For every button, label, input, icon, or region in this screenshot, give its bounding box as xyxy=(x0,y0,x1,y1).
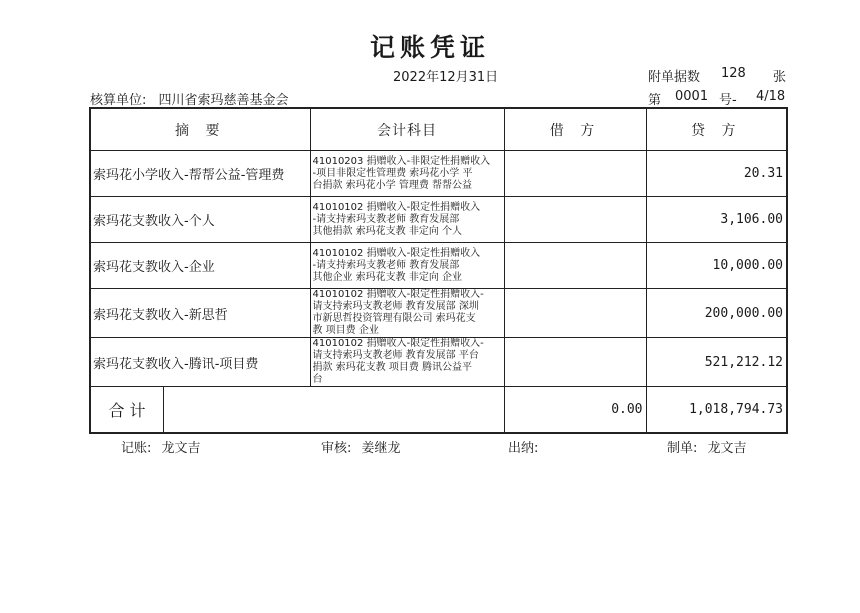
total-label-cell xyxy=(90,387,504,434)
row-account xyxy=(310,338,504,387)
row-account-line: -项目非限定性管理费 索玛花小学 平 xyxy=(312,167,473,179)
row-summary: 索玛花支教收入-新思哲 xyxy=(90,289,310,338)
voucher-page: 4/18 xyxy=(756,89,786,104)
row-account xyxy=(310,243,504,289)
row-account-line: 41010102 捐赠收入-限定性捐赠收入 xyxy=(312,201,481,213)
row-account-line: 捐款 索玛花支教 项目费 腾讯公益平 xyxy=(312,362,473,373)
table-row xyxy=(90,243,787,289)
total-debit: 0.00 xyxy=(504,387,646,434)
row-account-line: -请支持索玛支教老师 教育发展部 xyxy=(312,213,460,225)
preparer-signature xyxy=(667,437,747,456)
row-account-line: 41010102 捐赠收入-限定性捐赠收入- xyxy=(312,289,484,300)
row-account-line: 41010102 捐赠收入-限定性捐赠收入- xyxy=(312,338,484,349)
row-credit: 521,212.12 xyxy=(646,338,787,387)
voucher-title: 记账凭证 xyxy=(369,33,490,62)
row-account-line: 请支持索玛支教老师 教育发展部 深圳 xyxy=(312,301,479,312)
row-account-line: 其他企业 索玛花支教 非定向 企业 xyxy=(312,271,463,283)
cashier-signature xyxy=(508,437,544,456)
table-row xyxy=(90,151,787,197)
reviewer-label: 审核: xyxy=(321,441,352,456)
attachments-count: 128 xyxy=(721,66,746,81)
row-credit: 3,106.00 xyxy=(646,197,787,243)
bookkeeper-signature xyxy=(121,437,201,456)
row-account-line: 教 项目费 企业 xyxy=(312,325,379,336)
row-account-line: -请支持索玛支教老师 教育发展部 xyxy=(312,259,460,271)
row-account-line: 台 xyxy=(312,374,323,385)
row-account xyxy=(310,151,504,197)
row-summary: 索玛花支教收入-腾讯-项目费 xyxy=(90,338,310,387)
row-account-line: 其他捐款 索玛花支教 非定向 个人 xyxy=(312,225,463,237)
voucher-table xyxy=(89,107,788,434)
accounting-unit-value: 四川省索玛慈善基金会 xyxy=(158,93,289,108)
row-summary: 索玛花支教收入-个人 xyxy=(90,197,310,243)
total-row xyxy=(90,387,787,434)
preparer-label: 制单: xyxy=(667,441,698,456)
reviewer-signature xyxy=(321,437,401,456)
row-credit: 10,000.00 xyxy=(646,243,787,289)
voucher-no-prefix: 第 xyxy=(648,93,662,108)
table-row xyxy=(90,338,787,387)
reviewer-name: 姜继龙 xyxy=(361,441,401,456)
total-credit: 1,018,794.73 xyxy=(646,387,787,434)
row-debit xyxy=(504,243,646,289)
row-debit xyxy=(504,338,646,387)
table-row xyxy=(90,197,787,243)
row-credit: 200,000.00 xyxy=(646,289,787,338)
row-account-line: 41010203 捐赠收入-非限定性捐赠收入 xyxy=(312,155,491,167)
row-account xyxy=(310,197,504,243)
header-debit: 借 方 xyxy=(504,108,646,151)
row-account-line: 市新思哲投资管理有限公司 索玛花支 xyxy=(312,313,476,324)
row-summary: 索玛花小学收入-帮帮公益-管理费 xyxy=(90,151,310,197)
row-account-line: 台捐款 索玛花小学 管理费 帮帮公益 xyxy=(312,179,473,191)
attachments-label: 附单据数 xyxy=(648,70,701,85)
header-credit: 贷 方 xyxy=(646,108,787,151)
total-label: 合 计 xyxy=(91,387,164,432)
row-debit xyxy=(504,197,646,243)
voucher-date: 2022年12月31日 xyxy=(393,70,499,85)
header-summary: 摘 要 xyxy=(90,108,310,151)
header-account: 会计科目 xyxy=(310,108,504,151)
attachments-unit: 张 xyxy=(773,70,787,85)
total-blank xyxy=(164,387,504,432)
preparer-name: 龙文吉 xyxy=(707,441,747,456)
row-summary: 索玛花支教收入-企业 xyxy=(90,243,310,289)
row-debit xyxy=(504,289,646,338)
table-header-row xyxy=(90,108,787,151)
row-debit xyxy=(504,151,646,197)
voucher-no-suffix: 号- xyxy=(719,93,737,108)
row-account-line: 请支持索玛支教老师 教育发展部 平台 xyxy=(312,350,479,361)
table-row xyxy=(90,289,787,338)
bookkeeper-name: 龙文吉 xyxy=(161,441,201,456)
row-account-line: 41010102 捐赠收入-限定性捐赠收入 xyxy=(312,247,481,259)
cashier-label: 出纳: xyxy=(508,441,539,456)
accounting-unit-label: 核算单位: xyxy=(90,93,147,108)
row-credit: 20.31 xyxy=(646,151,787,197)
voucher-no-number: 0001 xyxy=(675,89,709,104)
bookkeeper-label: 记账: xyxy=(121,441,152,456)
accounting-unit xyxy=(90,89,289,108)
row-account xyxy=(310,289,504,338)
